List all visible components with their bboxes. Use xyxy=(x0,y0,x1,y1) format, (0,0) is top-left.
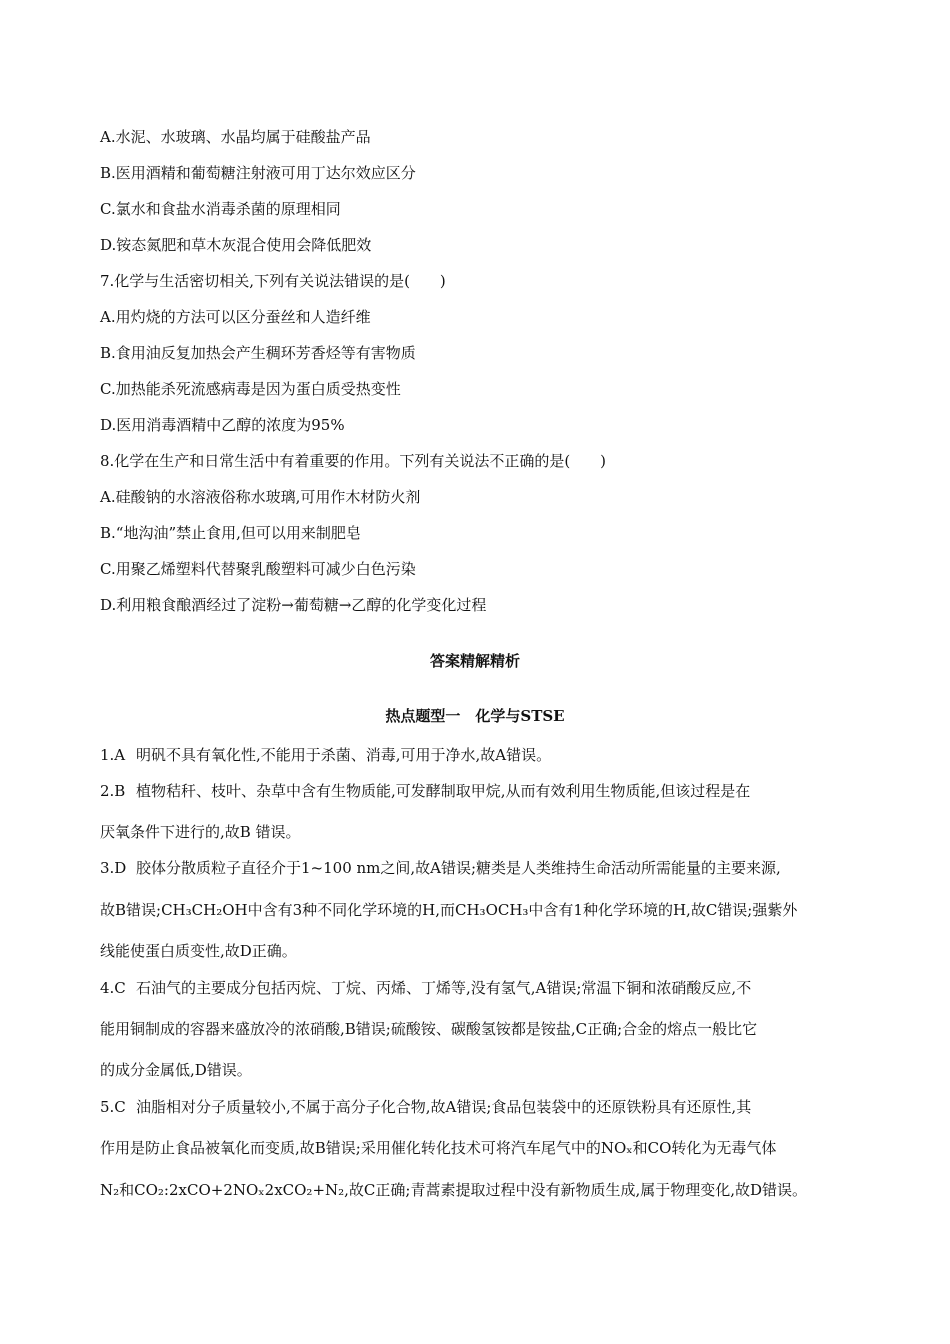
answer-2 xyxy=(100,781,750,801)
q6-option-d: D.铵态氮肥和草木灰混合使用会降低肥效 xyxy=(100,236,372,254)
q8-option-b: B.“地沟油”禁止食用,但可以用来制肥皂 xyxy=(100,524,361,542)
q7-option-a: A.用灼烧的方法可以区分蚕丝和人造纤维 xyxy=(100,308,371,326)
answer-text: 胶体分散质粒子直径介于1~100 nm之间,故A错误;糖类是人类维持生命活动所需能量的主要来源, xyxy=(136,859,781,877)
answer-5 xyxy=(100,1097,751,1117)
answer-4-cont-2: 的成分金属低,D错误。 xyxy=(100,1061,252,1079)
answer-text: 明矾不具有氧化性,不能用于杀菌、消毒,可用于净水,故A错误。 xyxy=(136,746,552,764)
q6-option-a: A.水泥、水玻璃、水晶均属于硅酸盐产品 xyxy=(100,128,371,146)
q6-option-c: C.氯水和食盐水消毒杀菌的原理相同 xyxy=(100,200,341,218)
answer-4-cont-1: 能用铜制成的容器来盛放冷的浓硝酸,B错误;硫酸铵、碳酸氢铵都是铵盐,C正确;合金的熔点一般比它 xyxy=(100,1020,758,1038)
answer-3-cont-1: 故B错误;CH₃CH₂OH中含有3种不同化学环境的H,而CH₃OCH₃中含有1种化学环境的H,故C错误;强紫外 xyxy=(100,901,798,919)
q7-option-d: D.医用消毒酒精中乙醇的浓度为95% xyxy=(100,416,345,434)
q7-stem: 7.化学与生活密切相关,下列有关说法错误的是( ) xyxy=(100,272,446,290)
q6-option-b: B.医用酒精和葡萄糖注射液可用丁达尔效应区分 xyxy=(100,164,416,182)
answer-text: 植物秸秆、枝叶、杂草中含有生物质能,可发酵制取甲烷,从而有效利用生物质能,但该过程是在 xyxy=(136,782,751,800)
answer-tag: 3.D xyxy=(100,859,127,877)
answer-tag: 5.C xyxy=(100,1098,126,1116)
q7-option-b: B.食用油反复加热会产生稠环芳香烃等有害物质 xyxy=(100,344,416,362)
answer-4 xyxy=(100,978,751,998)
q7-option-c: C.加热能杀死流感病毒是因为蛋白质受热变性 xyxy=(100,380,401,398)
answer-tag: 4.C xyxy=(100,979,126,997)
answer-3-cont-2: 线能使蛋白质变性,故D正确。 xyxy=(100,942,297,960)
answer-text: 油脂相对分子质量较小,不属于高分子化合物,故A错误;食品包装袋中的还原铁粉具有还原性,其 xyxy=(136,1098,752,1116)
answers-title: 答案精解精析 xyxy=(429,652,520,670)
answer-3 xyxy=(100,858,781,878)
answer-tag: 1.A xyxy=(100,746,126,764)
answer-5-cont-2: N₂和CO₂:2xCO+2NOₓ2xCO₂+N₂,故C正确;青蒿素提取过程中没有新物质生成,属于物理变化,故D错误。 xyxy=(100,1181,808,1199)
answer-tag: 2.B xyxy=(100,782,126,800)
q8-option-d: D.利用粮食酿酒经过了淀粉→葡萄糖→乙醇的化学变化过程 xyxy=(100,596,487,614)
q8-option-a: A.硅酸钠的水溶液俗称水玻璃,可用作木材防火剂 xyxy=(100,488,421,506)
q8-stem: 8.化学在生产和日常生活中有着重要的作用。下列有关说法不正确的是( ) xyxy=(100,452,607,470)
q8-option-c: C.用聚乙烯塑料代替聚乳酸塑料可减少白色污染 xyxy=(100,560,416,578)
answers-section-heading: 热点题型一 化学与STSE xyxy=(385,707,565,725)
answer-1 xyxy=(100,745,551,765)
answer-text: 石油气的主要成分包括丙烷、丁烷、丙烯、丁烯等,没有氢气,A错误;常温下铜和浓硝酸反应,不 xyxy=(136,979,752,997)
answer-5-cont-1: 作用是防止食品被氧化而变质,故B错误;采用催化转化技术可将汽车尾气中的NOₓ和CO转化为无毒气体 xyxy=(100,1139,777,1157)
answer-2-cont: 厌氧条件下进行的,故B 错误。 xyxy=(100,823,301,841)
